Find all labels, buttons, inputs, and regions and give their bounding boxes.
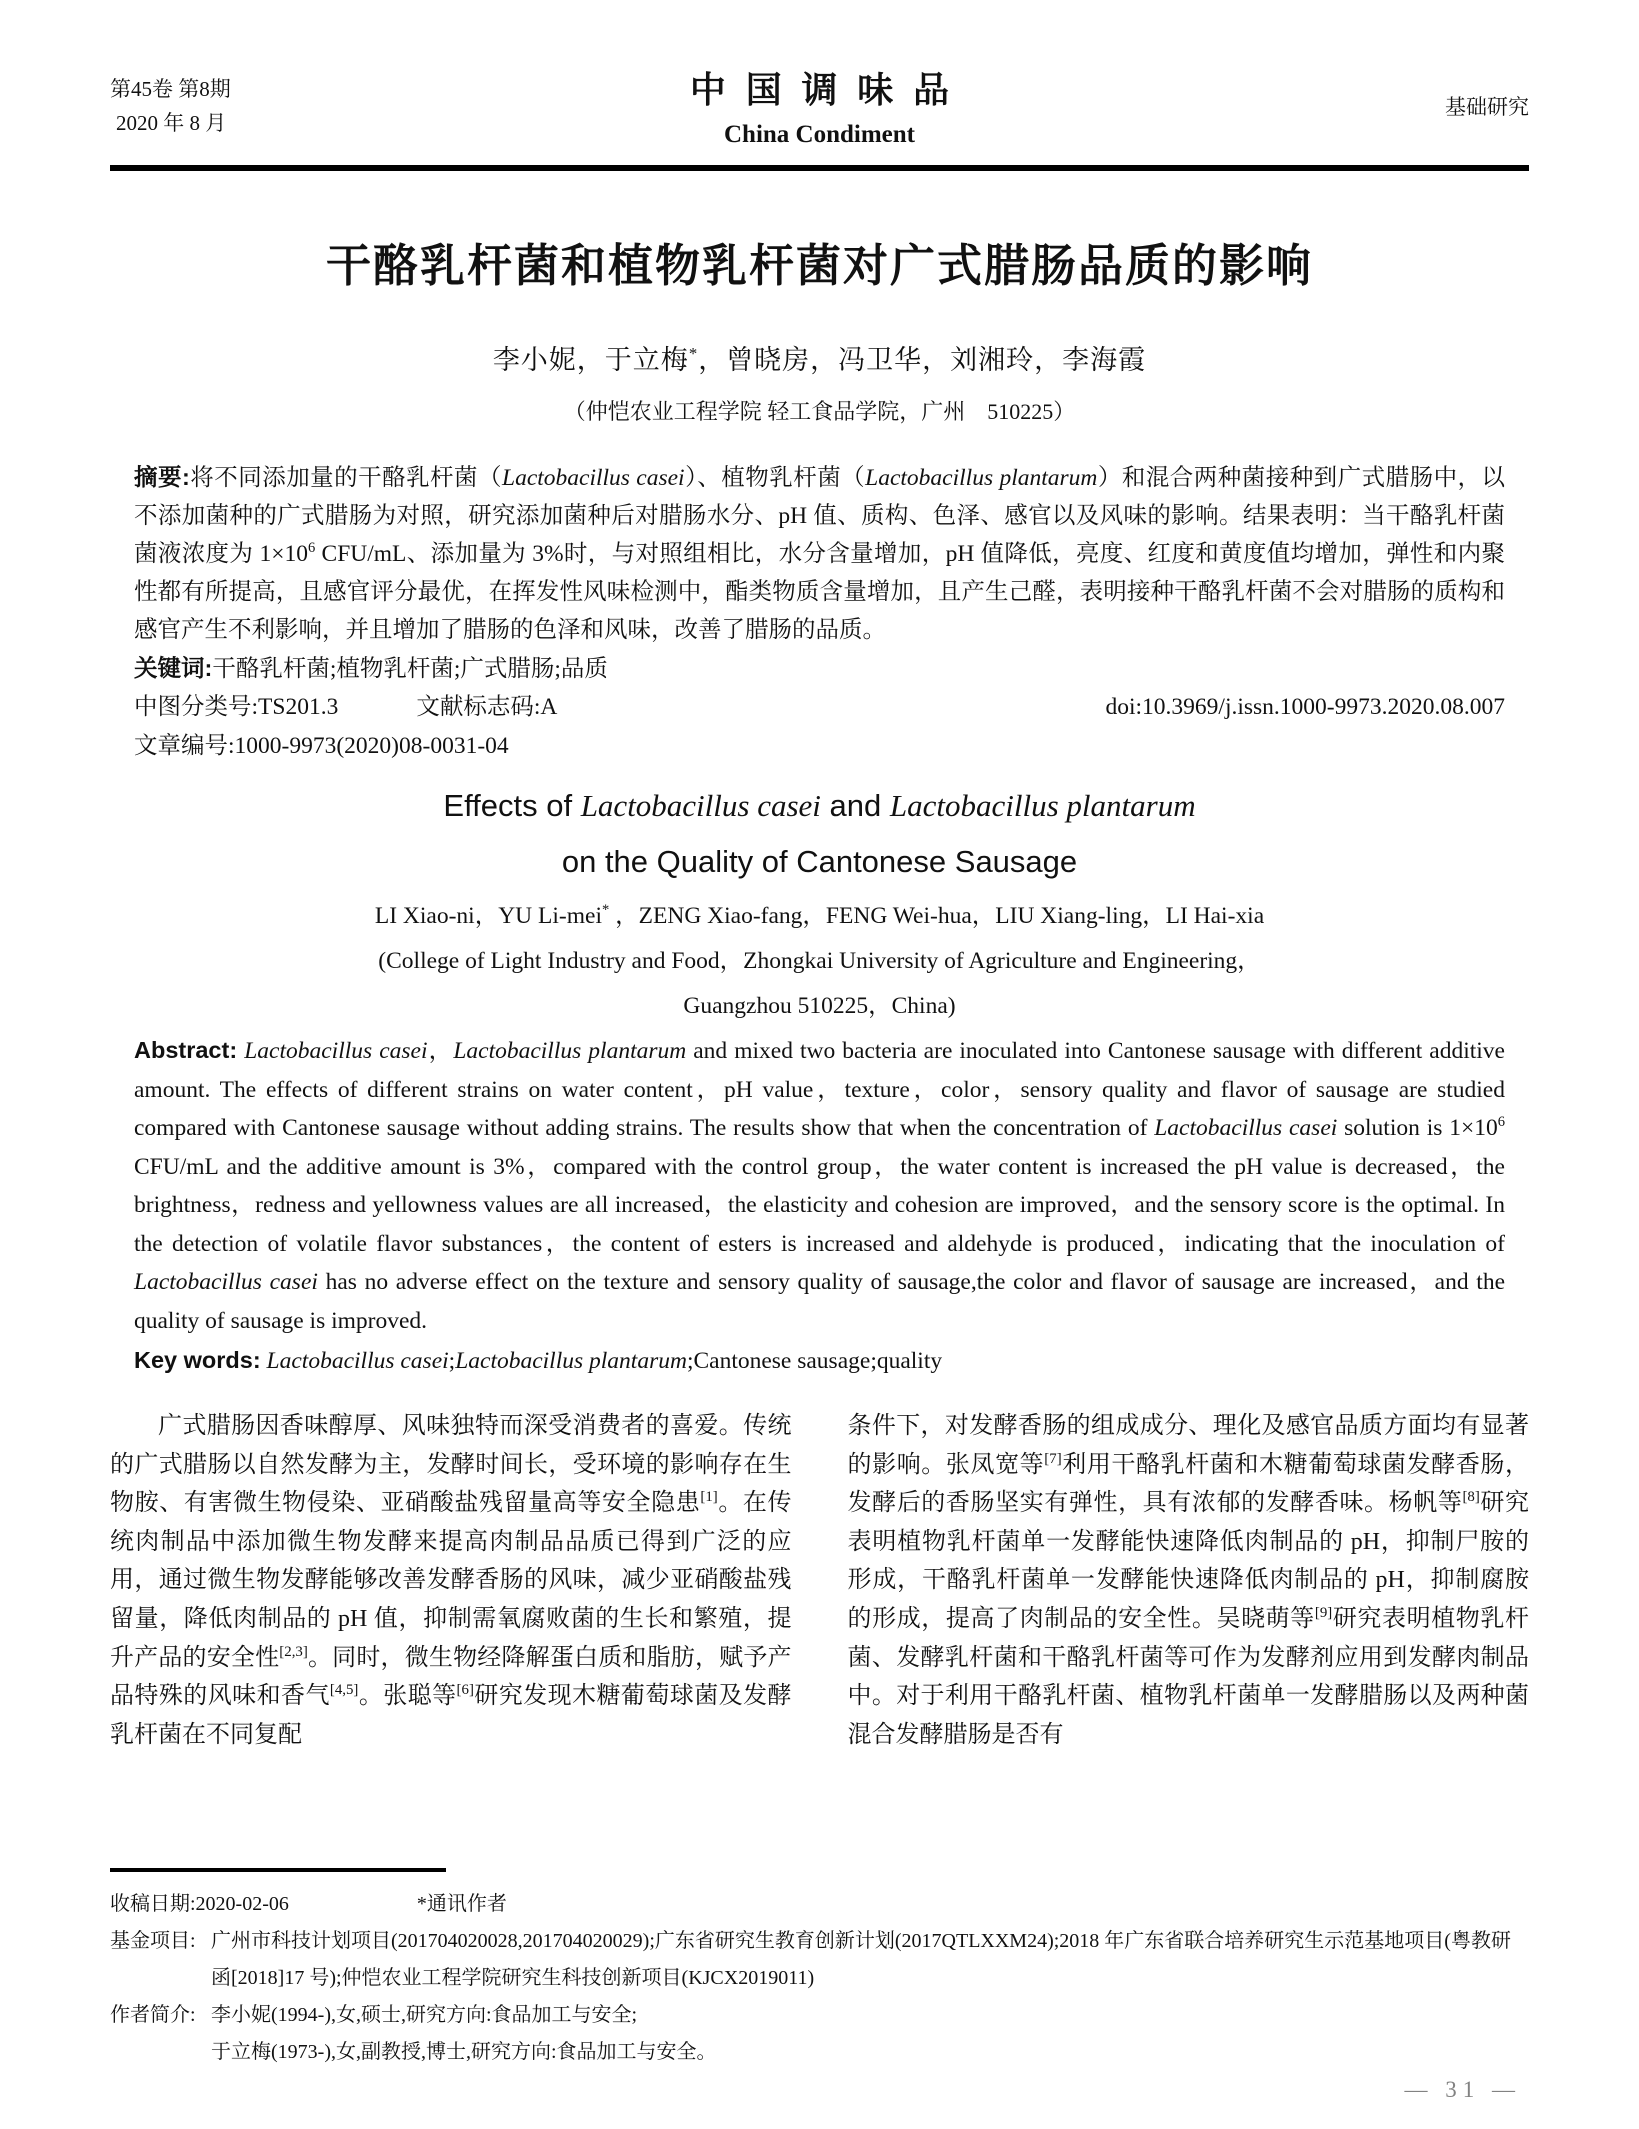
keywords-cn-text: 干酪乳杆菌;植物乳杆菌;广式腊肠;品质 [212,656,608,682]
footnote-rule [110,1868,446,1872]
body-column-right [848,1407,1530,1754]
classification-line [134,688,1505,727]
fund-text: 广州市科技计划项目(201704020028,201704020029);广东省研究生教育创新计划(2017QTLXXM24);2018 年广东省联合培养研究生示范基地项目(粤教研函[2018]17 号);仲恺农业工程学院研究生科技创新项目(KJCX2019011) [211,1930,1511,1989]
issue-date: 2020 年 8 月 [116,110,227,135]
article-title-en-line2: on the Quality of Cantonese Sausage [561,844,1078,879]
affiliation-en-line2: Guangzhou 510225，China) [683,993,956,1019]
keywords-cn [134,649,1505,688]
body-column-left [110,1407,792,1754]
document-code: 文献标志码:A [416,694,558,720]
abstract-cn [134,458,1505,649]
authors-en: LI Xiao-ni，YU Li-mei* ，ZENG Xiao-fang，FENG Wei-hua，LIU Xiang-ling，LI Hai-xia [374,902,1265,929]
abstract-cn-text: 将不同添加量的干酪乳杆菌（Lactobacillus casei）、植物乳杆菌（Lactobacillus plantarum）和混合两种菌接种到广式腊肠中，以不添加菌种的广式腊肠为对照，研究添加菌种后对腊肠水分、pH 值、质构、色泽、感官以及风味的影响。结果表明：当干酪乳杆菌菌液浓度为 $1\times 10^6$ CFU/mL、添加量为 3%时，与对照组相比，水分含量增加，pH 值降低，亮度、红度和黄度值均增加，弹性和内聚性都有所提高，且感官评分最优，在挥发性风味检测中，酯类物质含量增加，且产生己醛，表明接种干酪乳杆菌不会对腊肠的质构和感官产生不利影响，并且增加了腊肠的色泽和风味，改善了腊肠的品质。 [134,465,1506,643]
received-date: 收稿日期:2020-02-06 [110,1893,289,1915]
keywords-cn-label: 关键词: [134,655,213,681]
corresponding-author-note: *通讯作者 [416,1893,507,1915]
clc-number: 中图分类号:TS201.3 [134,694,339,720]
keywords-en-text: Lactobacillus casei;Lactobacillus plantarum;Cantonese sausage;quality [266,1348,943,1374]
affiliation-en-line1: (College of Light Industry and Food，Zhongkai University of Agriculture and Engineering， [378,948,1261,974]
journal-title-block [360,62,1279,149]
fund-label: 基金项目: [110,1930,196,1952]
header-rule [110,165,1529,171]
doi: doi:10.3969/j.issn.1000-9973.2020.08.007 [1105,694,1505,720]
authors-cn: 李小妮，于立梅*，曾晓房，冯卫华，刘湘玲，李海霞 [492,344,1147,375]
journal-title-en: China Condiment [723,121,915,148]
volume-issue: 第45卷 第8期 [110,76,231,101]
keywords-en-label: Key words: [134,1347,261,1373]
footnote-bio [110,1997,1529,2071]
abstract-cn-label: 摘要: [134,464,190,490]
footnote-received-row [110,1886,1529,1923]
article-number-line [134,727,1505,766]
journal-title-cn: 中国调味品 [689,69,969,110]
bio-line2: 于立梅(1973-),女,副教授,博士,研究方向:食品加工与安全。 [211,2041,717,2063]
footnote-fund [110,1923,1529,1997]
abstract-en [134,1031,1505,1340]
journal-header [110,62,1529,149]
article-title-cn: 干酪乳杆菌和植物乳杆菌对广式腊肠品质的影响 [325,240,1313,291]
keywords-en [134,1340,1505,1381]
page-number: — 31 — [1404,2077,1521,2102]
article-title-en-line1: Effects of Lactobacillus casei and Lactobacillus plantarum [443,788,1196,823]
article-number: 文章编号:1000-9973(2020)08-0031-04 [134,733,509,759]
footnote [110,1868,1529,2071]
article-title-en [110,778,1529,890]
bio-line1: 李小妮(1994-),女,硕士,研究方向:食品加工与安全; [211,2004,638,2026]
bio-label: 作者简介: [110,2004,196,2026]
affiliation-cn: （仲恺农业工程学院 轻工食品学院，广州 510225） [563,399,1076,424]
abstract-en-label: Abstract: [134,1037,238,1063]
body-paragraph-left: 广式腊肠因香味醇厚、风味独特而深受消费者的喜爱。传统的广式腊肠以自然发酵为主，发酵时间长，受环境的影响存在生物胺、有害微生物侵染、亚硝酸盐残留量高等安全隐患[1]。在传统肉制品中添加微生物发酵来提高肉制品品质已得到广泛的应用，通过微生物发酵能够改善发酵香肠的风味，减少亚硝酸盐残留量，降低肉制品的 pH 值，抑制需氧腐败菌的生长和繁殖，提升产品的安全性[2,3]。同时，微生物经降解蛋白质和脂肪，赋予产品特殊的风味和香气[4,5]。张聪等[6]研究发现木糖葡萄球菌及发酵乳杆菌在不同复配 [110,1413,792,1748]
header-issue-block [110,72,360,140]
body-paragraph-right: 条件下，对发酵香肠的组成成分、理化及感官品质方面均有显著的影响。张凤宽等[7]利用干酪乳杆菌和木糖葡萄球菌发酵香肠，发酵后的香肠坚实有弹性，具有浓郁的发酵香味。杨帆等[8]研究表明植物乳杆菌单一发酵能快速降低肉制品的 pH，抑制尸胺的形成，干酪乳杆菌单一发酵能快速降低肉制品的 pH，抑制腐胺的形成，提高了肉制品的安全性。吴晓萌等[9]研究表明植物乳杆菌、发酵乳杆菌和干酪乳杆菌等可作为发酵剂应用到发酵肉制品中。对于利用干酪乳杆菌、植物乳杆菌单一发酵腊肠以及两种菌混合发酵腊肠是否有 [847,1413,1530,1748]
section-label: 基础研究 [1445,94,1529,119]
body-columns [110,1407,1529,1754]
abstract-en-text: Lactobacillus casei，Lactobacillus plantarum and mixed two bacteria are inoculated into Cantonese sausage with different additive amount. The effects of different strains on water content，pH value，texture，color，sensory quality and flavor of sausage are studied compared with Cantonese sausage without adding strains. The results show that when the concentration of Lactobacillus casei solution is $1\times 10^6$ CFU/mL and the additive amount is 3%，compared with the control group，the water content is increased the pH value is decreased，the brightness，redness and yellowness values are all increased，the elasticity and cohesion are improved，and the sensory score is the optimal. In the detection of volatile flavor substances，the content of esters is increased and aldehyde is produced，indicating that the inoculation of Lactobacillus casei has no adverse effect on the texture and sensory quality of sausage,the color and flavor of sausage are increased，and the quality of sausage is improved. [134,1038,1506,1334]
